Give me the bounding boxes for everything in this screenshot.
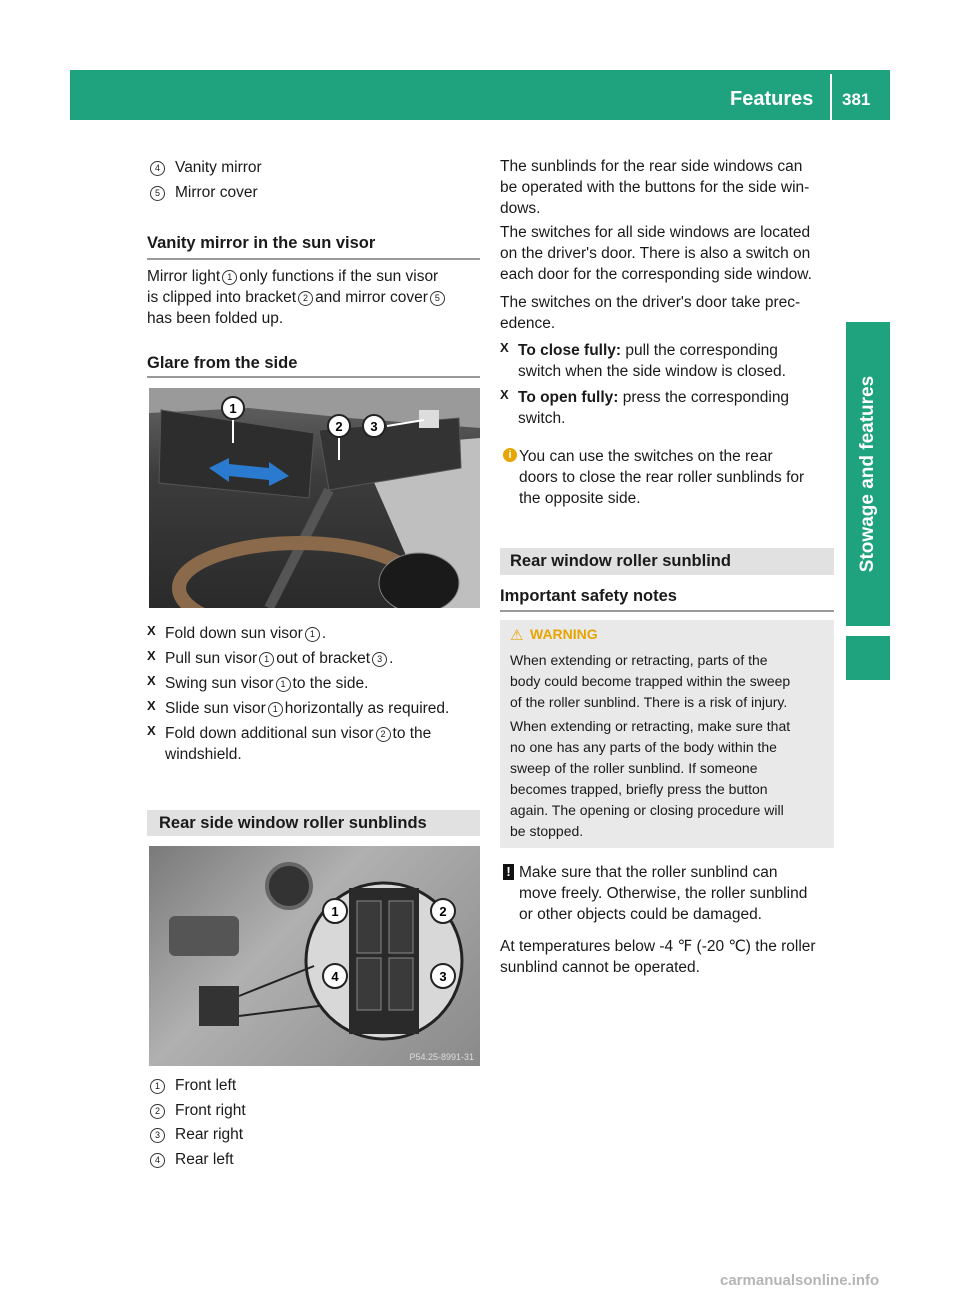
page-number: 381: [842, 90, 871, 109]
callout-number: 4: [150, 161, 165, 176]
legend-label: Vanity mirror: [175, 159, 262, 176]
section-heading: Vanity mirror in the sun visor: [147, 234, 376, 252]
legend-item: [150, 1075, 236, 1096]
step-item: X Fold down additional sun visor 2 to the windshield.: [147, 723, 432, 763]
step-label: To open fully:: [518, 389, 619, 406]
photo-callout: 1: [229, 401, 237, 416]
text-line: each door for the corresponding side window.: [500, 266, 812, 283]
text: to the side.: [292, 675, 369, 692]
warning-title: WARNING: [530, 626, 598, 642]
chapter-marker: [846, 636, 890, 680]
paragraph: [500, 936, 840, 978]
text-line: on the driver's door. There is also a switch on: [500, 245, 811, 262]
photo-callout: 3: [439, 969, 447, 984]
heading-rule: [147, 376, 480, 378]
callout-number: 1: [222, 270, 237, 285]
text-line: The switches for all side windows are located: [500, 224, 811, 241]
step-item: X Pull sun visor 1 out of bracket 3 .: [147, 648, 394, 667]
text: pull the corresponding: [625, 342, 778, 359]
text: and mirror cover: [315, 289, 428, 306]
door-switch-photo: [149, 846, 480, 1066]
callout-number: 3: [150, 1128, 165, 1143]
section-heading: Rear side window roller sunblinds: [147, 810, 480, 836]
text-line: The switches on the driver's door take prec-: [500, 294, 801, 311]
callout-number: 1: [268, 702, 283, 717]
step-item: X To open fully: press the corresponding switch.: [500, 387, 790, 427]
paragraph: [500, 156, 840, 219]
callout-number: 1: [259, 652, 274, 667]
section-heading: Important safety notes: [500, 587, 677, 605]
legend-item: [150, 1124, 243, 1145]
text: Fold down additional sun visor: [165, 725, 374, 742]
heading-rule: [500, 610, 834, 612]
legend-label: Front right: [175, 1102, 246, 1119]
step-item: X Fold down sun visor 1 .: [147, 623, 327, 642]
warning-text: [510, 650, 830, 842]
callout-number: 1: [305, 627, 320, 642]
legend-item: [150, 1149, 234, 1170]
sun-visor-illustration: [149, 388, 480, 608]
text-line: or other objects could be damaged.: [519, 906, 762, 923]
callout-number: 2: [376, 727, 391, 742]
text-line: When extending or retracting, make sure that: [510, 718, 791, 734]
text: .: [389, 650, 394, 667]
text: Swing sun visor: [165, 675, 274, 692]
text-line: dows.: [500, 200, 541, 217]
text-line: be stopped.: [510, 823, 584, 839]
text: switch.: [518, 410, 566, 427]
legend-item: [150, 157, 262, 178]
step-item: X To close fully: pull the corresponding switch when the side window is closed.: [500, 340, 786, 380]
text: switch when the side window is closed.: [518, 363, 786, 380]
info-note: [519, 446, 839, 509]
text-line: again. The opening or closing procedure will: [510, 802, 784, 818]
section-title: Features: [730, 88, 814, 110]
text: windshield.: [165, 746, 242, 763]
callout-number: 4: [150, 1153, 165, 1168]
section-heading: Rear window roller sunblind: [500, 548, 834, 575]
callout-number: 2: [150, 1104, 165, 1119]
callout-number: 5: [430, 291, 445, 306]
text-line: body could become trapped within the sweep: [510, 673, 791, 689]
step-item: X Swing sun visor 1 to the side.: [147, 673, 369, 692]
text: Pull sun visor: [165, 650, 258, 667]
callout-number: 2: [298, 291, 313, 306]
text-line: the opposite side.: [519, 490, 641, 507]
note-icon: !: [503, 864, 514, 880]
text-line: The sunblinds for the rear side windows can: [500, 158, 803, 175]
text-line: edence.: [500, 315, 556, 332]
callout-number: 1: [150, 1079, 165, 1094]
text: is clipped into bracket: [147, 289, 297, 306]
text-line: When extending or retracting, parts of the: [510, 652, 768, 668]
section-heading: Glare from the side: [147, 354, 298, 372]
text-line: sweep of the roller sunblind. If someone: [510, 760, 758, 776]
callout-number: 1: [276, 677, 291, 692]
text-line: You can use the switches on the rear: [519, 448, 773, 465]
text-line: move freely. Otherwise, the roller sunblind: [519, 885, 808, 902]
legend-label: Mirror cover: [175, 184, 258, 201]
callout-number: 5: [150, 186, 165, 201]
text: press the corresponding: [622, 389, 790, 406]
callout-number: 3: [372, 652, 387, 667]
text-line: Make sure that the roller sunblind can: [519, 864, 778, 881]
paragraph: [500, 292, 840, 334]
photo-callout: 1: [331, 904, 339, 919]
text-line: At temperatures below -4 ℉ (-20 ℃) the roller: [500, 938, 816, 955]
watermark: carmanualsonline.info: [720, 1272, 880, 1289]
text: only functions if the sun visor: [239, 268, 439, 285]
text-line: be operated with the buttons for the side win-: [500, 179, 810, 196]
text: horizontally as required.: [284, 700, 450, 717]
legend-label: Rear right: [175, 1126, 244, 1143]
paragraph: [500, 222, 840, 285]
text-line: no one has any parts of the body within the: [510, 739, 777, 755]
text: has been folded up.: [147, 310, 284, 327]
text: Fold down sun visor: [165, 625, 303, 642]
text: to the: [392, 725, 432, 742]
text: Mirror light: [147, 268, 221, 285]
photo-callout: 4: [331, 969, 339, 984]
text: .: [321, 625, 327, 642]
photo-callout: 2: [439, 904, 447, 919]
vanity-paragraph: [147, 266, 482, 329]
info-icon: i: [503, 448, 517, 462]
sun-visor-photo: [149, 388, 480, 608]
text-line: doors to close the rear roller sunblinds for: [519, 469, 805, 486]
note-text: [519, 862, 839, 925]
door-switch-illustration: [149, 846, 480, 1066]
step-item: X Slide sun visor 1 horizontally as required.: [147, 698, 450, 717]
header-divider: [830, 74, 832, 120]
chapter-label: Stowage and features: [857, 375, 878, 573]
text-line: of the roller sunblind. There is a risk of injury.: [510, 694, 788, 710]
text: out of bracket: [276, 650, 371, 667]
legend-item: [150, 1100, 246, 1121]
text-line: becomes trapped, briefly press the button: [510, 781, 768, 797]
photo-callout: 3: [370, 419, 378, 434]
photo-code: P54.25-8991-31: [409, 1052, 474, 1062]
text-line: sunblind cannot be operated.: [500, 959, 700, 976]
warning-box: [500, 620, 834, 848]
legend-label: Front left: [175, 1077, 237, 1094]
legend-label: Rear left: [175, 1151, 234, 1168]
text: Slide sun visor: [165, 700, 266, 717]
step-label: To close fully:: [518, 342, 622, 359]
legend-item: [150, 182, 258, 203]
photo-callout: 2: [335, 419, 343, 434]
warning-icon: ⚠: [510, 627, 524, 644]
heading-rule: [147, 258, 480, 260]
